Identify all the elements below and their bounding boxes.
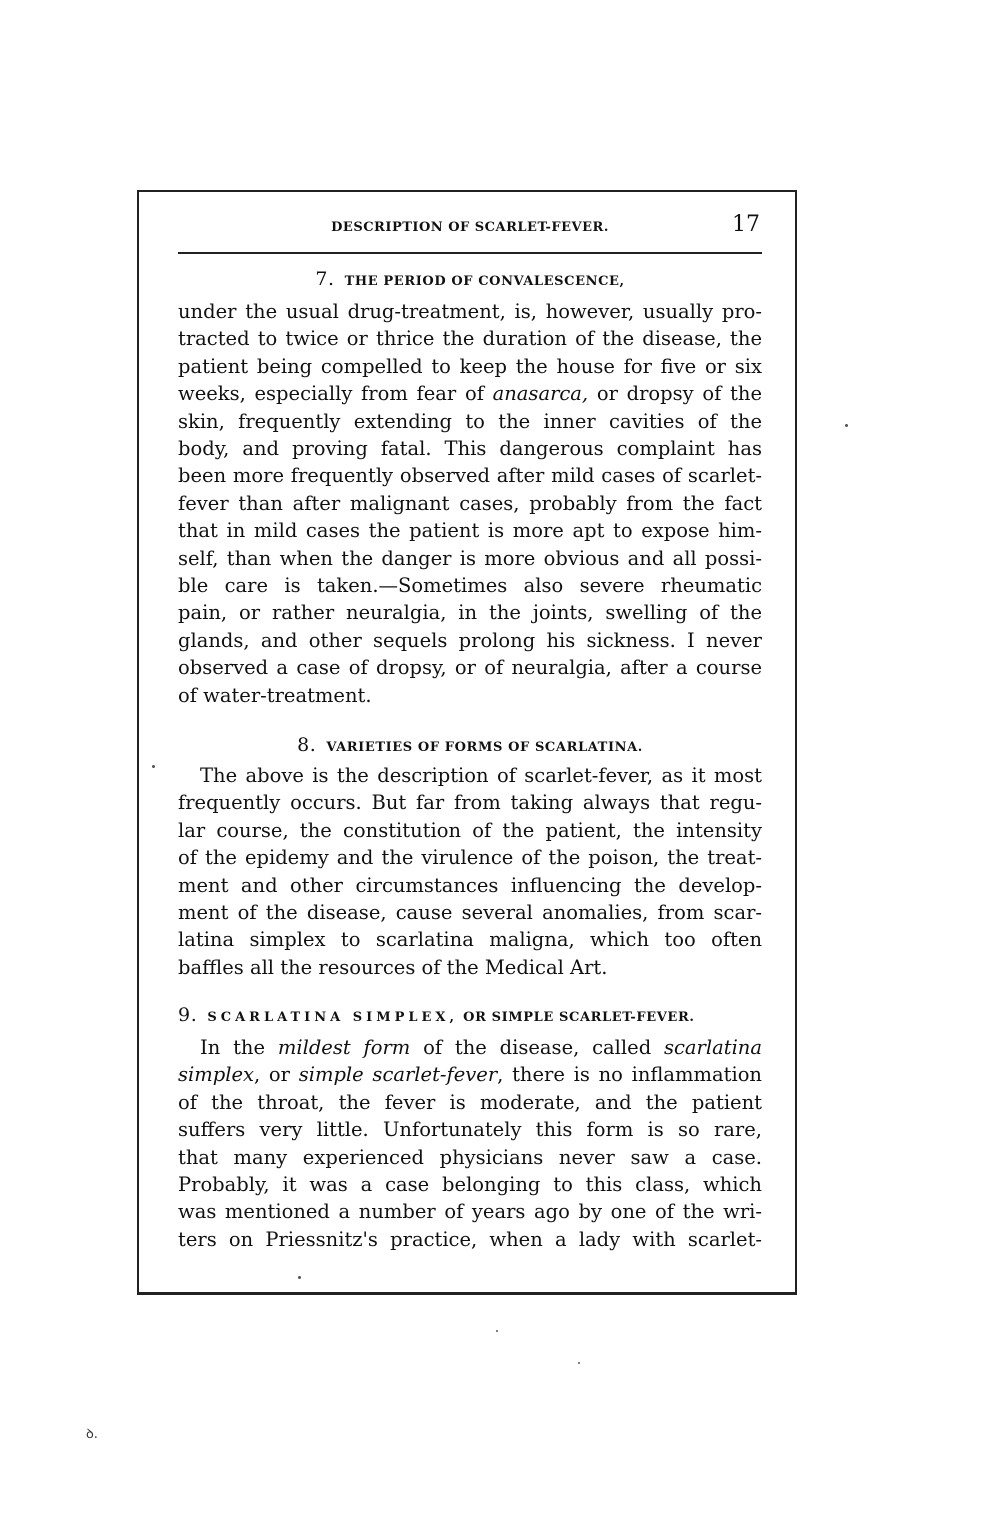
text-line: tracted to twice or thrice the duration of the disease, the [178,327,762,351]
text-line: fever than after malignant cases, probably from the fact [178,491,762,515]
section-9-paragraph [178,1034,762,1253]
text-fragment: In the [200,1036,278,1059]
section-7-title: THE PERIOD OF CONVALESCENCE, [344,274,625,289]
page-number: 17 [732,212,760,237]
italic-term: anasarca, [492,382,589,406]
text-fragment: , or [254,1063,299,1087]
text-line: under the usual drug-treatment, is, however, usually pro- [178,300,762,323]
text-line: ters on Priessnitz's practice, when a lady with scarlet- [178,1227,762,1251]
italic-term: simplex [178,1063,254,1087]
text-line: frequently occurs. But far from taking always that regu- [178,791,762,815]
text-line: of the throat, the fever is moderate, and the patient [178,1090,762,1114]
running-title: DESCRIPTION OF SCARLET-FEVER. [331,220,609,235]
italic-term: simple scarlet-fever [298,1063,498,1087]
header-rule [178,252,762,254]
text-fragment: or dropsy of the [588,382,762,406]
text-line: ment and other circumstances influencing the develop- [178,873,762,897]
corner-mark: ꝺ. [86,1427,98,1442]
italic-term: mildest form [277,1036,411,1059]
running-head [178,212,762,242]
text-line: ment of the disease, cause several anomalies, from scar- [178,901,762,925]
text-line: was mentioned a number of years ago by one of the wri- [178,1200,762,1224]
text-line: body, and proving fatal. This dangerous complaint has [178,437,762,461]
text-line: ble care is taken.—Sometimes also severe rheumatic [178,574,762,598]
scan-speck [496,1330,498,1332]
section-9-title-spaced: SCARLATINA SIMPLEX, [207,1010,459,1025]
text-fragment: of the disease, called [410,1036,664,1059]
scan-speck [578,1362,580,1364]
text-line: that in mild cases the patient is more apt to expose him- [178,519,762,543]
scan-speck [152,765,155,768]
scan-speck [298,1276,301,1279]
text-line: skin, frequently extending to the inner cavities of the [178,409,762,433]
text-line: of the epidemy and the virulence of the poison, the treat- [178,846,762,870]
text-line: suffers very little. Unfortunately this form is so rare, [178,1118,762,1142]
section-7-number: 7. [315,268,335,290]
text-fragment: , there is no inflammation [497,1063,762,1087]
text-line: Probably, it was a case belonging to this class, which [178,1173,762,1197]
section-8-paragraph [178,762,762,981]
text-fragment: weeks, especially from fear of [178,382,493,406]
text-line: self, than when the danger is more obvious and all possi- [178,546,762,570]
section-8-number: 8. [297,734,317,756]
text-line [178,1061,762,1088]
text-line: baffles all the resources of the Medical Art. [178,955,608,979]
section-8-title: VARIETIES OF FORMS OF SCARLATINA. [326,740,643,755]
section-7-paragraph [178,298,762,709]
scan-speck [845,424,848,427]
text-line: lar course, the constitution of the patient, the intensity [178,818,762,842]
text-line [178,380,762,407]
text-line: glands, and other sequels prolong his sickness. I never [178,628,762,652]
italic-term: scarlatina [664,1036,762,1059]
text-line: latina simplex to scarlatina maligna, which too often [178,928,762,952]
section-9-title-rest: OR SIMPLE SCARLET-FEVER. [463,1010,695,1025]
text-line: of water-treatment. [178,683,372,707]
section-7-heading [178,268,762,290]
section-9-number: 9. [178,1004,198,1026]
text-line: patient being compelled to keep the house for five or six [178,354,762,378]
text-line: that many experienced physicians never saw a case. [178,1145,762,1169]
text-line: pain, or rather neuralgia, in the joints, swelling of the [178,601,762,625]
section-8-heading [178,734,762,756]
text-line: been more frequently observed after mild cases of scarlet- [178,464,762,488]
text-line: The above is the description of scarlet-fever, as it most [200,764,762,787]
section-9-heading [178,1004,762,1026]
text-line [178,1034,762,1061]
text-line: observed a case of dropsy, or of neuralgia, after a course [178,656,762,680]
